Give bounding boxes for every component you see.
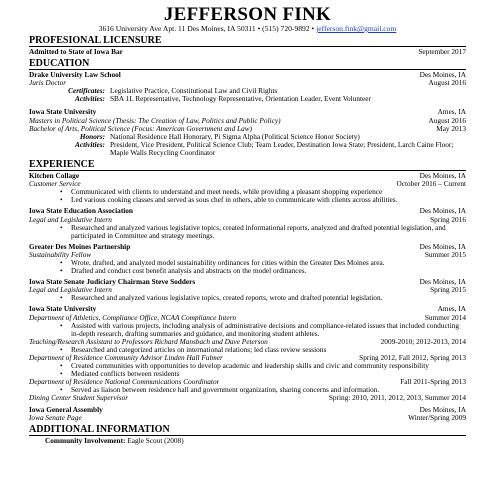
job-title-row: [29, 394, 466, 402]
job-bullet: • Drafted and conduct cost benefit analysis and abstracts on the model ordinances.: [71, 267, 466, 275]
job-org-row: [29, 278, 466, 286]
honors-text: National Residence Hall Honorary, Pi Sigma Alpha (Political Science Honor Society): [110, 131, 360, 141]
drake-school-row: [29, 71, 466, 79]
section-divider: [29, 46, 466, 47]
job-bullets: [29, 188, 466, 204]
job-date: 2009-2010; 2012-2013, 2014: [380, 336, 466, 346]
licensure-item: Admitted to State of Iowa Bar: [29, 48, 123, 56]
additional-heading: ADDITIONAL INFORMATION: [29, 423, 170, 435]
licensure-heading: PROFESIONAL LICENSURE: [29, 35, 162, 46]
contact-line: [29, 24, 466, 33]
degree: Masters in Political Science (Thesis: The Creation of Law, Politics and Public Policy): [29, 116, 281, 125]
job-bullet: • Communicated with clients to understand and meet needs, while providing a pleasant shopping experience: [71, 188, 466, 196]
job-bullets: [29, 362, 466, 378]
job-org: Iowa State Education Association: [29, 207, 133, 216]
job-title: Department of Residence National Communications Coordinator: [29, 378, 220, 387]
job-title: Teaching/Research Assistant to Professors Richard Mansbach and Dave Peterson: [29, 337, 268, 346]
job-date: Winter/Spring 2009: [408, 412, 466, 422]
job-org: Kitchen Collage: [29, 172, 80, 181]
job-title: Legal and Legislative Intern: [29, 215, 112, 224]
job-title: Department of Athletics, Compliance Office, NCAA Compliance Intern: [29, 313, 237, 322]
additional-text: Eagle Scout (2008): [127, 435, 184, 445]
degree: Bachelor of Arts, Political Science (Focus: American Government and Law): [29, 124, 253, 133]
job-date: Spring 2012, Fall 2012, Spring 2013: [359, 353, 466, 362]
job-org: Iowa State Senate Judiciary Chairman Steve Sodders: [29, 278, 196, 287]
job-bullets: [29, 346, 466, 354]
job-kitchen-collage: [29, 172, 466, 204]
job-bullet: • Served as liaison between residence hall and government organization, sharing concerns and information.: [71, 386, 466, 394]
job-org-row: [29, 406, 466, 414]
job-location: Des Moines, IA: [419, 171, 466, 181]
job-date: Spring 2015: [430, 285, 466, 295]
licensure-date: September 2017: [418, 47, 466, 56]
additional-label: Community Involvement:: [45, 435, 126, 445]
job-bullet: • Researched and analyzed various legislative topics, created informational reports, analyzed and drafted potential legislation, and participated in Committee and strategy meetings.: [71, 224, 466, 240]
degree-date: August 2016: [428, 115, 466, 125]
school-location: Ames, IA: [437, 107, 466, 117]
job-bullets: [29, 386, 466, 394]
job-date: Spring: 2010, 2011, 2012, 2013, Summer 2014: [328, 393, 466, 403]
experience-heading: EXPERIENCE: [29, 159, 95, 171]
activities-label: Activities:: [75, 94, 105, 104]
job-date: Spring 2016: [430, 214, 466, 224]
job-title: Department of Residence Community Advisor Linden Hall Fulmer: [29, 354, 223, 362]
job-org-row: [29, 305, 466, 313]
job-bullet: • Wrote, drafted, and analyzed model sustainability ordinances for cities within the Greater Des Moines area.: [71, 259, 466, 267]
job-bullets: [29, 294, 466, 302]
school-name: Iowa State University: [29, 108, 97, 117]
school-name: Drake University Law School: [29, 71, 121, 80]
job-location: Des Moines, IA: [419, 206, 466, 216]
job-bullets: [29, 322, 466, 338]
isu-school-row: [29, 108, 466, 116]
additional-row: [29, 437, 466, 445]
job-bullet: • Researched and analyzed various legislative topics, created reports, wrote and drafted potential legislation.: [71, 294, 466, 302]
licensure-row: [29, 48, 466, 56]
isu-degree-row-1: [29, 117, 466, 125]
job-org: Iowa General Assembly: [29, 405, 103, 414]
job-bullet: • Mediated conflicts between residents: [71, 370, 466, 378]
contact-address-phone: 3616 University Ave Apt. 11 Des Moines, IA 50311 • (515) 720-9892 •: [98, 24, 317, 33]
job-gdmp: [29, 243, 466, 275]
job-bullets: [29, 224, 466, 240]
job-title: Legal and Legislative Intern: [29, 286, 112, 295]
section-divider: [29, 170, 466, 171]
job-title: Iowa Senate Page: [29, 413, 82, 422]
job-location: Des Moines, IA: [419, 404, 466, 414]
drake-activities: [29, 95, 466, 103]
certificates-label: Certificates:: [68, 86, 105, 96]
activities-text: SBA 1L Representative, Technology Representative, Orientation Leader, Event Volunteer: [110, 94, 371, 104]
degree-date: August 2016: [428, 78, 466, 88]
honors-label: Honors:: [79, 131, 105, 141]
job-date: Fall 2011-Spring 2013: [400, 377, 466, 387]
job-bullets: [29, 259, 466, 275]
job-location: Des Moines, IA: [419, 277, 466, 287]
job-org-row: [29, 243, 466, 251]
job-date: October 2016 – Current: [396, 179, 466, 189]
job-bullet: • Assisted with various projects, including analysis of administrative decisions and compliance-related issues that included conducting in-depth research, drafting summaries and guidance, and monitoring student athletes.: [71, 322, 466, 338]
job-location: Des Moines, IA: [419, 241, 466, 251]
job-location: Ames, IA: [437, 304, 466, 314]
job-title: Customer Service: [29, 180, 81, 189]
job-title: Sustainability Fellow: [29, 250, 92, 259]
education-heading: EDUCATION: [29, 58, 90, 70]
job-bullet: • Researched and categorized articles on international relations; led class review sessions: [71, 346, 466, 354]
activities-label: Activities:: [75, 139, 105, 149]
job-isu: [29, 305, 466, 402]
job-org-row: [29, 207, 466, 215]
job-bullet: • Created communities with opportunities to develop academic and leadership skills and civic and community responsibility: [71, 362, 466, 370]
activities-text: President, Vice President, Political Science Club; Team Leader, Destination Iowa State; President, Larch Caine Floor; Maple Walls Recycling Coordinator: [110, 139, 454, 157]
degree-date: May 2013: [436, 123, 466, 133]
section-divider: [29, 69, 466, 70]
school-location: Des Moines, IA: [419, 70, 466, 80]
isu-activities: [29, 141, 466, 157]
job-general-assembly: [29, 406, 466, 422]
job-senate-judiciary: [29, 278, 466, 302]
certificates-text: Legislative Practice, Constitutional Law and Civil Rights: [110, 86, 278, 96]
job-date: Summer 2014: [424, 312, 466, 322]
email-link[interactable]: jefferson.fink@gmail.com: [316, 24, 397, 33]
job-isea: [29, 207, 466, 239]
job-bullet: • Led various cooking classes and served as sous chef in others, able to communicate with clients across abilities.: [71, 196, 466, 204]
candidate-name: JEFFERSON FINK: [163, 4, 332, 25]
job-org: Greater Des Moines Partnership: [29, 242, 131, 251]
job-title-row: [29, 414, 466, 422]
job-date: Summer 2015: [424, 249, 466, 259]
job-org: Iowa State University: [29, 305, 97, 314]
job-title: Dining Center Student Supervisor: [29, 394, 129, 403]
degree: Juris Doctor: [29, 79, 67, 88]
